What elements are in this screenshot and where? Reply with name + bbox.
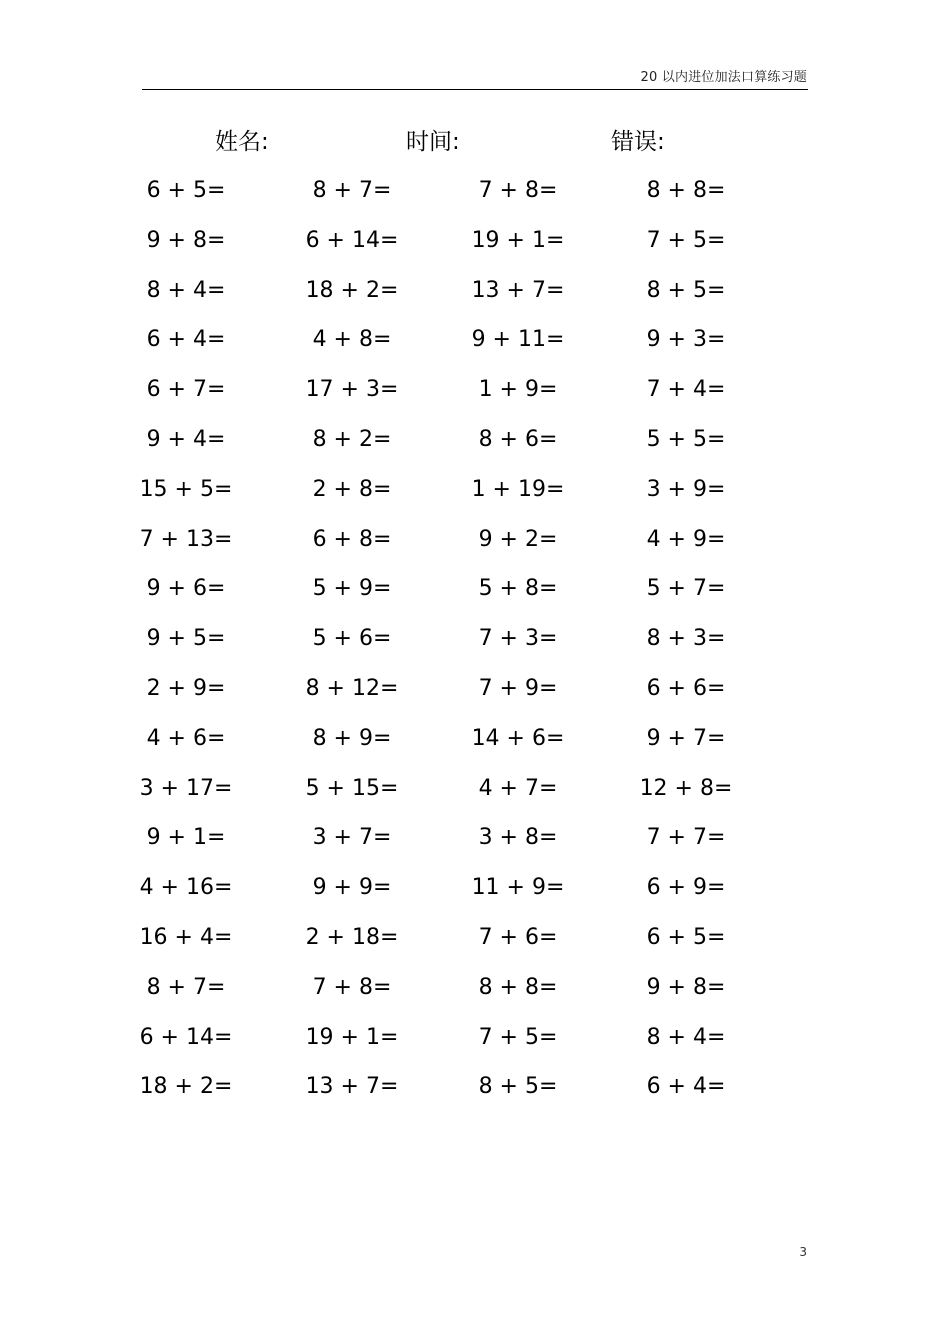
problem-item: 6 + 4= [146,327,226,353]
problem-row [0,1019,950,1069]
problem-item: 7 + 13= [139,526,233,552]
problem-item: 9 + 6= [146,576,226,602]
problem-item: 9 + 9= [312,875,392,901]
problem-item: 9 + 2= [478,526,558,552]
problem-item: 15 + 5= [139,476,233,502]
problem-item: 17 + 3= [305,377,399,403]
problem-grid [0,172,950,1118]
problem-item: 2 + 8= [312,476,392,502]
problem-item: 9 + 7= [646,725,726,751]
problem-item: 7 + 7= [646,825,726,851]
errors-label: 错误: [611,129,665,155]
problem-item: 13 + 7= [305,1074,399,1100]
problem-row [0,471,950,521]
problem-row [0,770,950,820]
problem-item: 8 + 3= [646,626,726,652]
problem-item: 4 + 16= [139,875,233,901]
problem-item: 7 + 6= [478,924,558,950]
problem-item: 8 + 7= [312,178,392,203]
problem-item: 4 + 7= [478,775,558,801]
problem-item: 3 + 8= [478,825,558,851]
problem-item: 13 + 7= [471,277,565,303]
time-label: 时间: [406,129,460,155]
problem-item: 18 + 2= [139,1074,233,1100]
problem-item: 9 + 3= [646,327,726,353]
problem-item: 7 + 8= [312,974,392,1000]
problem-item: 6 + 5= [146,178,226,203]
header-title: 20 以内进位加法口算练习题 [640,70,807,85]
problem-row [0,1068,950,1118]
problem-item: 6 + 14= [305,227,399,253]
problem-item: 7 + 4= [646,377,726,403]
problem-item: 4 + 9= [646,526,726,552]
problem-item: 8 + 2= [312,426,392,452]
problem-item: 5 + 7= [646,576,726,602]
problem-item: 16 + 4= [139,924,233,950]
problem-row [0,620,950,670]
problem-item: 5 + 6= [312,626,392,652]
problem-row [0,670,950,720]
problem-item: 3 + 9= [646,476,726,502]
problem-item: 5 + 15= [305,775,399,801]
problem-item: 9 + 5= [146,626,226,652]
problem-item: 8 + 9= [312,725,392,751]
problem-row [0,570,950,620]
problem-item: 7 + 8= [478,178,558,203]
problem-item: 2 + 9= [146,675,226,701]
problem-row [0,919,950,969]
problem-item: 6 + 9= [646,875,726,901]
problem-item: 9 + 4= [146,426,226,452]
problem-item: 8 + 5= [646,277,726,303]
problem-item: 8 + 6= [478,426,558,452]
problem-item: 3 + 17= [139,775,233,801]
problem-row [0,321,950,371]
problem-item: 6 + 4= [646,1074,726,1100]
problem-item: 6 + 7= [146,377,226,403]
problem-item: 8 + 4= [646,1024,726,1050]
problem-item: 8 + 8= [646,178,726,203]
problem-item: 5 + 8= [478,576,558,602]
problem-item: 5 + 9= [312,576,392,602]
problem-item: 4 + 6= [146,725,226,751]
problem-item: 14 + 6= [471,725,565,751]
problem-item: 6 + 6= [646,675,726,701]
problem-row [0,222,950,272]
problem-item: 1 + 19= [471,476,565,502]
problem-item: 7 + 3= [478,626,558,652]
problem-item: 2 + 18= [305,924,399,950]
problem-item: 9 + 8= [646,974,726,1000]
problem-item: 8 + 4= [146,277,226,303]
problem-item: 4 + 8= [312,327,392,353]
problem-item: 8 + 8= [478,974,558,1000]
problem-row [0,521,950,571]
problem-item: 3 + 7= [312,825,392,851]
problem-row [0,421,950,471]
problem-item: 6 + 14= [139,1024,233,1050]
page-number: 3 [799,1245,807,1259]
header-rule [142,89,808,90]
problem-item: 9 + 8= [146,227,226,253]
problem-row [0,172,950,222]
problem-row [0,969,950,1019]
problem-item: 7 + 5= [478,1024,558,1050]
problem-row [0,720,950,770]
problem-item: 9 + 1= [146,825,226,851]
problem-item: 19 + 1= [471,227,565,253]
problem-item: 9 + 11= [471,327,565,353]
problem-item: 1 + 9= [478,377,558,403]
problem-item: 7 + 9= [478,675,558,701]
problem-item: 8 + 7= [146,974,226,1000]
problem-row [0,371,950,421]
problem-item: 12 + 8= [639,775,733,801]
problem-item: 8 + 5= [478,1074,558,1100]
problem-item: 11 + 9= [471,875,565,901]
problem-item: 6 + 5= [646,924,726,950]
problem-row [0,272,950,322]
problem-row [0,869,950,919]
problem-item: 18 + 2= [305,277,399,303]
problem-item: 5 + 5= [646,426,726,452]
problem-row [0,819,950,869]
problem-item: 7 + 5= [646,227,726,253]
problem-item: 19 + 1= [305,1024,399,1050]
name-label: 姓名: [215,129,269,155]
problem-item: 6 + 8= [312,526,392,552]
problem-item: 8 + 12= [305,675,399,701]
